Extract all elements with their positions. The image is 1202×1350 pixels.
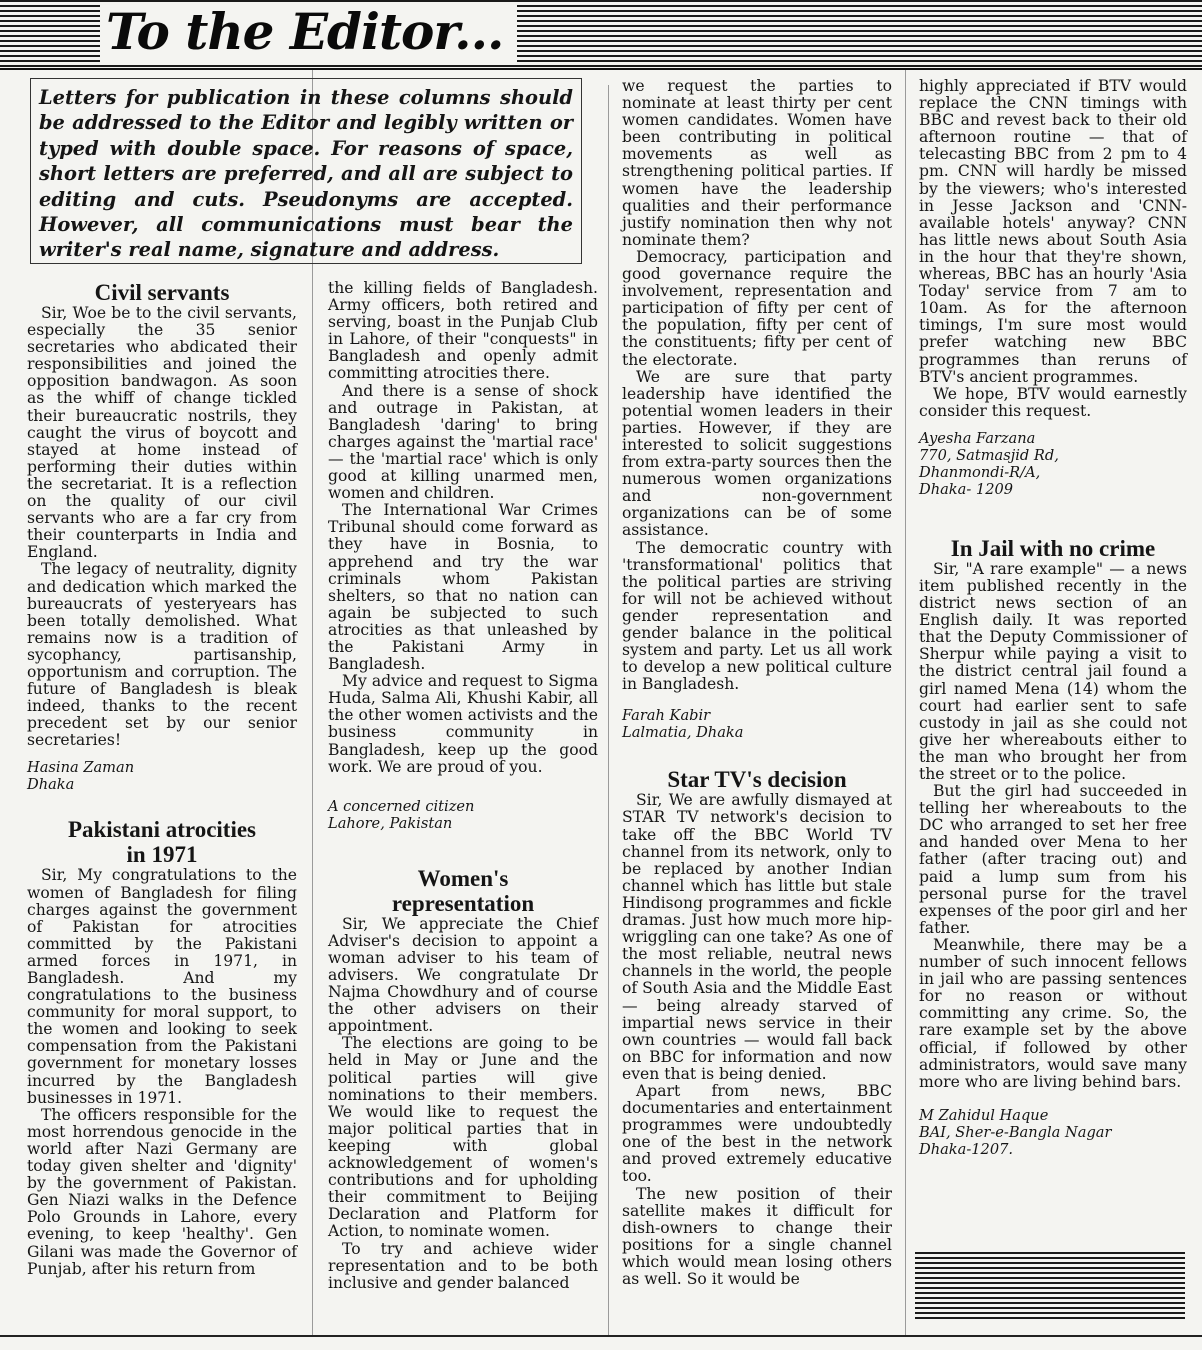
column-3 (622, 78, 892, 1288)
letter-signature (328, 798, 598, 832)
author-address: BAI, Sher-e-Bangla Nagar (919, 1123, 1112, 1141)
letter-paragraph: we request the parties to nominate at least thirty per cent women candidates. Women have been contributing in political movements as well as strengthening political parties. If women have the leadership qualities and their performance justify nomination then why not nominate them? (622, 77, 892, 249)
letter-signature (919, 430, 1187, 498)
letter-headline: Civil servants (94, 280, 230, 305)
letter-paragraph: Apart from news, BBC documentaries and entertainment programmes were undoubtedly one of the best in the network and proved extremely educative too. (622, 1081, 892, 1186)
letter-headline: In Jail with no crime (950, 535, 1156, 561)
letter-paragraph: To try and achieve wider representation and to be both inclusive and gender balanced (328, 1239, 598, 1292)
column-rule (905, 70, 906, 1335)
column-rule (608, 85, 609, 1335)
letter-pakistani-atrocities (27, 817, 297, 1277)
letter-paragraph: The elections are going to be held in May or June and the political parties will give nominations to their members. We would like to request the major political parties that in keeping with global acknowledgement of women's contributions and for upholding their commitment to Beijing Declaration and Platform for Action, to nominate women. (328, 1034, 598, 1241)
letter-jail (919, 536, 1187, 1158)
author-address: 770, Satmasjid Rd, (919, 446, 1059, 464)
author-address: Dhaka- 1209 (919, 480, 1014, 498)
headline-line: Pakistani atrocities (67, 817, 257, 843)
letter-paragraph: The International War Crimes Tribunal should come forward as they have in Bosnia, to apprehend and try the war criminals whom Pakistan shelters, so that no nation can again be subjected to such atrocities as that unleashed by the Pakistani Army in Bangladesh. (328, 501, 598, 674)
column-4 (919, 78, 1187, 1158)
letter-signature (919, 1107, 1187, 1158)
letter-signature (622, 707, 892, 741)
letter-paragraph: My advice and request to Sigma Huda, Salma Ali, Khushi Kabir, all the other women activists and the business community in Bangladesh, keep up the good work. We are proud of you. (328, 672, 598, 776)
page-title: To the Editor... (100, 2, 517, 62)
letter-paragraph: the killing fields of Bangladesh. Army officers, both retired and serving, boast in the Punjab Club in Lahore, of their "conquests" in Bangladesh and openly admit committing atrocities there. (328, 279, 598, 383)
letter-paragraph: The democratic country with 'transformational' politics that the political parties are striving for will not be achieved without gender representation and gender balance in the political system and party. Let us all work to develop a new political culture in Bangladesh. (622, 538, 892, 694)
letter-paragraph: And there is a sense of shock and outrage in Pakistan, at Bangladesh 'daring' to bring charges against the 'martial race' — the 'martial race' which is only good at killing unarmed men, women and children. (328, 381, 598, 503)
letter-paragraph: Meanwhile, there may be a number of such innocent fellows in jail who are passing sentences for no reason or without committing any crime. So, the rare example set by the above official, if followed by other administrators, would save many more who are living behind bars. (919, 935, 1187, 1091)
masthead (0, 0, 1202, 70)
letter-headline: Star TV's decision (667, 767, 847, 793)
letter-civil-servants (27, 280, 297, 793)
letter-paragraph: The officers responsible for the most horrendous genocide in the world after Nazi Germany are today given shelter and 'dignity' by the government of Pakistan. Gen Niazi walks in the Defence Polo Grounds in Lahore, every evening, to keep 'healthy'. Gen Gilani was made the Governor of Punjab, after his return from (27, 1105, 297, 1278)
letter-womens-representation (328, 866, 598, 1292)
editorial-notice: Letters for publication in these columns should be addressed to the Editor and legibly written or typed with double space. For reasons of space, short letters are preferred, and all are subject to editing and cuts. Pseudonyms are accepted. However, all communications must bear the writer's real name, signature and address. (30, 78, 582, 264)
letter-paragraph: Democracy, participation and good governance require the involvement, representation and participation of fifty per cent of the population, fifty per cent of the constituents; fifty per cent of the electorate. (622, 247, 892, 369)
letter-paragraph: Sir, We appreciate the Chief Adviser's decision to appoint a woman adviser to his team of advisers. We congratulate Dr Najma Chowdhury and of course the other advisers on their appointment. (328, 914, 598, 1036)
author-location: Lahore, Pakistan (328, 814, 453, 832)
headline-line: Women's (417, 865, 509, 891)
author-name: A concerned citizen (328, 797, 475, 815)
letter-headline (27, 817, 297, 867)
headline-line: representation (391, 890, 535, 916)
letter-paragraph: highly appreciated if BTV would replace the CNN timings with BBC and revest back to their old afternoon routine — that of telecasting BBC from 2 pm to 4 pm. CNN will hardly be missed by the viewers; who's interested in Jesse Jackson and 'CNN-available hotels' anyway? CNN has little news about South Asia in the hour that they're shown, whereas, BBC has an hourly 'Asia Today' service from 7 am to 10am. As for the afternoon timings, I'm sure most would prefer watching new BBC programmes than reruns of BTV's ancient programmes. (919, 77, 1187, 386)
decorative-rule-box (915, 1252, 1185, 1320)
author-address: Dhanmondi-R/A, (919, 463, 1041, 481)
letter-paragraph: Sir, We are awfully dismayed at STAR TV network's decision to take off the BBC World TV channel from its network, only to be replaced by another Indian channel which has little but stale Hindisong programmes and fickle dramas. Just how much more hip-wriggling can one take? As one of the most reliable, neutral news channels in the world, the people of South Asia and the Middle East — being already starved of impartial news service in their own countries — would fall back on BBC for information and now even that is being denied. (622, 791, 892, 1083)
letter-paragraph: The legacy of neutrality, dignity and dedication which marked the bureaucrats of yesteryears has been totally demolished. What remains now is a tradition of sycophancy, partisanship, opportunism and corruption. The future of Bangladesh is bleak indeed, thanks to the recent precedent set by our senior secretaries! (27, 560, 297, 750)
letter-signature (27, 759, 297, 793)
author-location: Lalmatia, Dhaka (622, 724, 744, 742)
letter-paragraph: We are sure that party leadership have identified the potential women leaders in their parties. However, if they are interested to solicit suggestions from extra-party sources then the numerous women organizations and non-government organizations can be of some assistance. (622, 367, 892, 540)
letter-paragraph: Sir, Woe be to the civil servants, especially the 35 senior secretaries who abdicated their responsibilities and joined the opposition bandwagon. As soon as the whiff of change tickled their bureaucratic nostrils, they caught the virus of boycott and stayed at home instead of performing their duties within the secretariat. It is a reflection on the quality of our civil servants who are a far cry from their counterparts in India and England. (27, 304, 297, 562)
author-name: Hasina Zaman (27, 759, 135, 777)
column-2 (328, 280, 598, 1292)
column-1 (27, 280, 297, 1278)
letter-star-tv (622, 767, 892, 1288)
letter-paragraph: Sir, My congratulations to the women of Bangladesh for filing charges against the government of Pakistan for atrocities committed by the Pakistani armed forces in 1971, in Bangladesh. And my congratulations to the business community for moral support, to the women and looking to seek compensation from the Pakistani government for monetary losses incurred by the Bangladesh businesses in 1971. (27, 866, 297, 1107)
author-name: Farah Kabir (622, 707, 711, 725)
author-name: Ayesha Farzana (919, 429, 1036, 447)
author-name: M Zahidul Haque (919, 1106, 1049, 1124)
headline-line: in 1971 (126, 842, 198, 868)
author-location: Dhaka (27, 776, 75, 794)
page-bottom-rule (0, 1335, 1202, 1337)
letter-paragraph: Sir, "A rare example" — a news item published recently in the district news section of an English daily. It was reported that the Deputy Commissioner of Sherpur while paying a visit to the district central jail found a girl named Mena (14) whom the court had earlier sent to safe custody in jail as she could not give her whereabouts either to the man who brought her from the street or to the police. (919, 559, 1187, 783)
author-address: Dhaka-1207. (919, 1140, 1014, 1158)
letter-paragraph: We hope, BTV would earnestly consider this request. (919, 384, 1187, 420)
letter-paragraph: The new position of their satellite makes it difficult for dish-owners to change their positions for a single channel which would mean losing others as well. So it would be (622, 1184, 892, 1288)
letter-headline (328, 866, 598, 916)
letter-paragraph: But the girl had succeeded in telling her whereabouts to the DC who arranged to set her free and handed over Mena to her father (after tracing out) and paid a lump sum from his personal purse for the travel expenses of the poor girl and her father. (919, 782, 1187, 937)
